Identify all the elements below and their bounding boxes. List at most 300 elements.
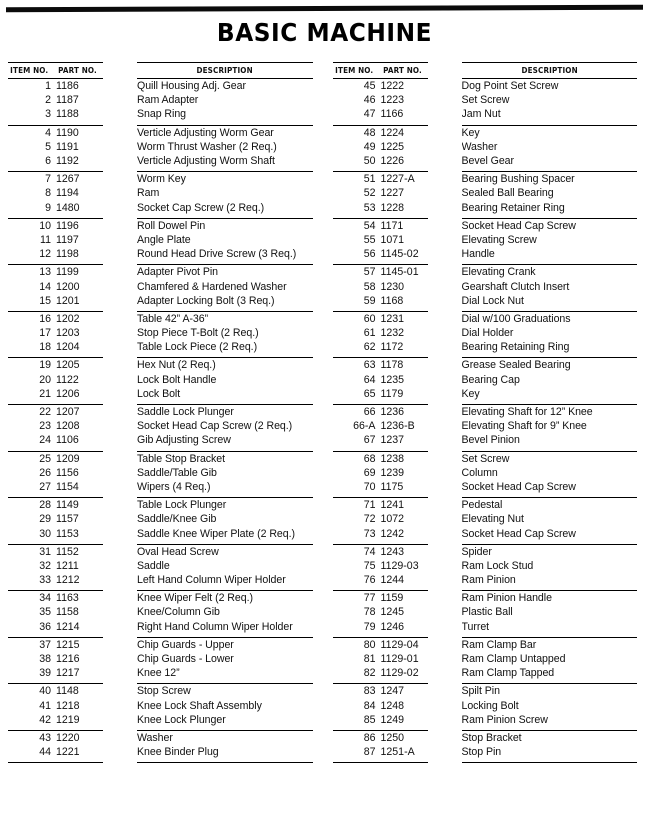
table-row <box>333 745 638 759</box>
separator-left <box>333 727 428 731</box>
table-row <box>333 480 638 494</box>
header-part-no: PART NO. <box>58 66 97 75</box>
cell-description: Locking Bolt <box>461 699 519 712</box>
cell-part-no: 1211 <box>56 559 79 572</box>
table-row <box>333 466 638 480</box>
cell-description: Dial Lock Nut <box>461 294 524 307</box>
cell-description: Sealed Ball Bearing <box>461 187 554 200</box>
cell-part-no: 1163 <box>56 592 79 605</box>
table-row <box>8 666 313 680</box>
separator-right <box>137 215 313 219</box>
cell-description: Lock Bolt <box>137 387 181 400</box>
cell-part-no: 1194 <box>56 187 79 200</box>
cell-part-no: 1072 <box>380 513 405 526</box>
table-row <box>333 591 638 605</box>
cell-item-no: 4 <box>45 126 51 139</box>
cell-item-no: 73 <box>363 527 376 540</box>
cell-item-no: 16 <box>39 312 51 325</box>
cell-part-no: 1171 <box>380 219 404 232</box>
cell-description: Bevel Gear <box>461 155 514 168</box>
cell-description: Saddle/Knee Gib <box>137 513 217 526</box>
table-row <box>8 405 313 419</box>
cell-item-no: 7 <box>45 173 51 186</box>
group-separator <box>325 759 649 763</box>
cell-part-no: 1251-A <box>380 746 415 759</box>
cell-description: Dial w/100 Graduations <box>461 312 571 325</box>
cell-description: Bevel Pinion <box>461 434 520 447</box>
separator-right <box>137 308 313 312</box>
group-separator <box>325 634 649 638</box>
table-row <box>8 591 313 605</box>
table-row <box>333 699 638 713</box>
table-row <box>8 699 313 713</box>
cell-part-no: 1219 <box>56 713 80 726</box>
cell-part-no: 1227 <box>380 187 405 200</box>
cell-item-no: 27 <box>39 480 51 493</box>
header-spacer <box>428 62 462 79</box>
cell-description: Hex Nut (2 Req.) <box>137 359 216 372</box>
separator-right <box>462 354 638 358</box>
cell-description: Ram Pinion Screw <box>461 713 548 726</box>
page-title: BASIC MACHINE <box>216 18 433 47</box>
table-row <box>333 731 638 745</box>
separator-spacer <box>103 541 137 545</box>
separator-spacer <box>428 759 462 763</box>
header-rule <box>6 5 643 12</box>
cell-part-no: 1248 <box>380 699 405 712</box>
separator-left <box>8 354 103 358</box>
row-group <box>325 638 649 681</box>
row-group <box>325 126 649 169</box>
cell-item-no: 71 <box>363 499 376 512</box>
cell-description: Set Screw <box>461 452 510 465</box>
cell-part-no: 1227-A <box>380 173 415 186</box>
separator-spacer <box>103 215 137 219</box>
group-separator <box>0 354 325 358</box>
cell-description: Elevating Crank <box>461 266 536 279</box>
header-description: DESCRIPTION <box>196 66 253 75</box>
separator-right <box>462 727 638 731</box>
separator-left <box>8 727 103 731</box>
cell-description: Bearing Retainer Ring <box>461 201 565 214</box>
table-row <box>333 652 638 666</box>
cell-item-no: 34 <box>39 592 51 605</box>
cell-item-no: 2 <box>45 94 51 107</box>
cell-item-no: 26 <box>39 466 51 479</box>
cell-part-no: 1201 <box>56 294 80 307</box>
cell-description: Snap Ring <box>137 108 187 121</box>
cell-description: Knee Lock Shaft Assembly <box>137 699 262 712</box>
separator-left <box>333 587 428 591</box>
cell-item-no: 54 <box>363 219 376 232</box>
cell-part-no: 1214 <box>56 620 80 633</box>
group-separator <box>0 541 325 545</box>
table-row <box>8 219 313 233</box>
cell-part-no: 1225 <box>380 140 405 153</box>
cell-item-no: 13 <box>39 266 51 279</box>
cell-part-no: 1204 <box>56 341 80 354</box>
table-row <box>333 312 638 326</box>
cell-item-no: 79 <box>363 620 376 633</box>
cell-part-no: 1186 <box>56 80 79 93</box>
cell-item-no: 60 <box>363 312 376 325</box>
separator-spacer <box>103 168 137 172</box>
cell-part-no: 1158 <box>56 606 79 619</box>
table-row <box>8 387 313 401</box>
header-description-box <box>462 62 638 79</box>
table-row <box>333 419 638 433</box>
parts-list-sheet <box>0 62 649 763</box>
cell-description: Turret <box>461 620 490 633</box>
separator-spacer <box>103 354 137 358</box>
separator-right <box>137 634 313 638</box>
row-group <box>0 265 325 308</box>
cell-description: Table Lock Piece (2 Req.) <box>137 341 258 354</box>
cell-description: Chamfered & Hardened Washer <box>137 280 287 293</box>
table-row <box>8 498 313 512</box>
table-row <box>8 107 313 121</box>
cell-item-no: 51 <box>363 173 376 186</box>
cell-part-no: 1232 <box>380 327 405 340</box>
cell-item-no: 70 <box>363 480 376 493</box>
table-row <box>333 452 638 466</box>
separator-spacer <box>103 587 137 591</box>
table-row <box>8 512 313 526</box>
table-row <box>333 713 638 727</box>
group-separator <box>0 680 325 684</box>
cell-item-no: 17 <box>39 327 51 340</box>
cell-item-no: 11 <box>40 233 51 246</box>
cell-item-no: 83 <box>363 685 376 698</box>
cell-part-no: 1202 <box>56 312 80 325</box>
cell-description: Spilt Pin <box>461 685 500 698</box>
cell-description: Ram Pinion <box>461 574 516 587</box>
separator-spacer <box>103 759 137 763</box>
cell-description: Bearing Cap <box>461 373 520 386</box>
table-row <box>333 247 638 261</box>
group-separator <box>325 541 649 545</box>
row-group <box>325 219 649 262</box>
cell-part-no: 1149 <box>56 499 79 512</box>
cell-part-no: 1242 <box>380 527 405 540</box>
cell-item-no: 36 <box>39 620 51 633</box>
cell-item-no: 56 <box>363 248 376 261</box>
cell-description: Spider <box>461 545 492 558</box>
separator-right <box>137 354 313 358</box>
group-separator <box>0 401 325 405</box>
separator-right <box>137 261 313 265</box>
cell-description: Adapter Pivot Pin <box>137 266 219 279</box>
cell-description: Table 42” A-36” <box>137 312 209 325</box>
table-row <box>8 326 313 340</box>
separator-right <box>137 541 313 545</box>
cell-item-no: 44 <box>39 746 51 759</box>
cell-item-no: 35 <box>39 606 51 619</box>
row-group <box>0 126 325 169</box>
row-group <box>0 731 325 759</box>
cell-part-no: 1129-03 <box>380 559 419 572</box>
cell-part-no: 1222 <box>380 80 405 93</box>
cell-item-no: 38 <box>39 653 51 666</box>
cell-description: Elevating Shaft for 9” Knee <box>461 420 587 433</box>
cell-description: Round Head Drive Screw (3 Req.) <box>137 248 297 261</box>
header-item-part <box>333 62 428 79</box>
cell-part-no: 1129-02 <box>380 667 419 680</box>
cell-part-no: 1148 <box>56 685 79 698</box>
cell-part-no: 1239 <box>380 466 405 479</box>
table-row <box>333 265 638 279</box>
cell-part-no: 1247 <box>380 685 405 698</box>
cell-item-no: 72 <box>363 513 376 526</box>
header-spacer <box>103 62 137 79</box>
separator-spacer <box>428 308 462 312</box>
table-row <box>8 201 313 215</box>
cell-part-no: 1168 <box>380 294 404 307</box>
cell-item-no: 84 <box>363 699 376 712</box>
cell-item-no: 74 <box>363 545 376 558</box>
row-group <box>325 172 649 215</box>
cell-description: Knee/Column Gib <box>137 606 220 619</box>
table-row <box>8 233 313 247</box>
separator-left <box>8 680 103 684</box>
cell-part-no: 1215 <box>56 638 80 651</box>
table-row <box>8 713 313 727</box>
cell-description: Socket Head Cap Screw <box>461 527 576 540</box>
table-row <box>333 172 638 186</box>
cell-item-no: 66-A <box>353 420 376 433</box>
row-group <box>0 638 325 681</box>
separator-spacer <box>428 261 462 265</box>
table-row <box>8 358 313 372</box>
cell-description: Key <box>461 387 480 400</box>
separator-left <box>8 587 103 591</box>
cell-description: Knee Binder Plug <box>137 746 219 759</box>
table-row <box>8 140 313 154</box>
cell-description: Ram <box>137 187 160 200</box>
cell-item-no: 63 <box>363 359 376 372</box>
cell-item-no: 87 <box>363 746 376 759</box>
cell-part-no: 1212 <box>56 574 80 587</box>
cell-item-no: 53 <box>363 201 376 214</box>
table-row <box>8 340 313 354</box>
table-row <box>8 93 313 107</box>
column-header <box>0 62 325 79</box>
cell-description: Dog Point Set Screw <box>461 80 559 93</box>
cell-part-no: 1159 <box>380 592 404 605</box>
table-row <box>333 219 638 233</box>
separator-left <box>8 122 103 126</box>
table-row <box>333 233 638 247</box>
cell-item-no: 1 <box>45 80 51 93</box>
cell-description: Stop Pin <box>461 746 502 759</box>
group-separator <box>0 587 325 591</box>
separator-right <box>462 261 638 265</box>
separator-spacer <box>428 122 462 126</box>
separator-spacer <box>428 168 462 172</box>
cell-item-no: 31 <box>39 545 51 558</box>
separator-right <box>462 759 638 763</box>
cell-item-no: 67 <box>363 434 376 447</box>
cell-part-no: 1231 <box>380 312 405 325</box>
header-item-no: ITEM NO. <box>10 66 49 75</box>
cell-item-no: 6 <box>45 155 51 168</box>
row-group <box>0 79 325 122</box>
cell-item-no: 23 <box>39 420 51 433</box>
cell-item-no: 40 <box>39 685 51 698</box>
separator-left <box>333 634 428 638</box>
group-separator <box>0 448 325 452</box>
table-row <box>8 172 313 186</box>
separator-spacer <box>428 354 462 358</box>
cell-item-no: 29 <box>39 513 51 526</box>
cell-part-no: 1203 <box>56 327 80 340</box>
table-row <box>333 666 638 680</box>
table-row <box>333 573 638 587</box>
separator-left <box>8 261 103 265</box>
cell-item-no: 57 <box>363 266 376 279</box>
cell-item-no: 85 <box>363 713 376 726</box>
cell-description: Ram Clamp Untapped <box>461 653 566 666</box>
group-separator <box>325 122 649 126</box>
cell-item-no: 18 <box>39 341 51 354</box>
cell-description: Key <box>461 126 480 139</box>
cell-description: Roll Dowel Pin <box>137 219 206 232</box>
cell-part-no: 1245 <box>380 606 405 619</box>
cell-description: Table Lock Plunger <box>137 499 227 512</box>
cell-item-no: 41 <box>39 699 51 712</box>
separator-spacer <box>428 215 462 219</box>
cell-description: Washer <box>461 140 498 153</box>
cell-description: Grease Sealed Bearing <box>461 359 571 372</box>
cell-item-no: 9 <box>45 201 51 214</box>
cell-item-no: 25 <box>39 452 51 465</box>
cell-part-no: 1179 <box>380 387 404 400</box>
row-group <box>0 452 325 495</box>
cell-part-no: 1196 <box>56 219 79 232</box>
table-row <box>8 545 313 559</box>
row-group <box>0 358 325 401</box>
table-row <box>8 452 313 466</box>
group-separator <box>0 308 325 312</box>
cell-item-no: 65 <box>363 387 376 400</box>
cell-item-no: 80 <box>363 638 376 651</box>
group-separator <box>325 168 649 172</box>
row-group <box>325 591 649 634</box>
table-row <box>333 340 638 354</box>
cell-part-no: 1221 <box>56 746 80 759</box>
cell-description: Ram Adapter <box>137 94 199 107</box>
cell-description: Worm Key <box>137 173 186 186</box>
cell-description: Saddle <box>137 559 170 572</box>
separator-left <box>8 401 103 405</box>
header-part-no: PART NO. <box>382 66 422 75</box>
cell-part-no: 1122 <box>56 373 79 386</box>
separator-left <box>8 168 103 172</box>
cell-item-no: 43 <box>39 731 51 744</box>
cell-part-no: 1237 <box>380 434 405 447</box>
cell-item-no: 49 <box>363 140 376 153</box>
separator-left <box>333 168 428 172</box>
row-group <box>325 79 649 122</box>
separator-right <box>462 401 638 405</box>
row-group <box>325 312 649 355</box>
separator-spacer <box>103 448 137 452</box>
cell-part-no: 1198 <box>56 248 79 261</box>
cell-description: Socket Cap Screw (2 Req.) <box>137 201 265 214</box>
separator-right <box>462 587 638 591</box>
cell-description: Washer <box>137 731 173 744</box>
cell-description: Stop Bracket <box>461 731 522 744</box>
separator-left <box>333 122 428 126</box>
separator-right <box>462 308 638 312</box>
cell-description: Wipers (4 Req.) <box>137 480 211 493</box>
table-row <box>333 126 638 140</box>
cell-description: Ram Clamp Bar <box>461 638 537 651</box>
separator-spacer <box>428 587 462 591</box>
cell-description: Worm Thrust Washer (2 Req.) <box>137 140 277 153</box>
separator-spacer <box>428 727 462 731</box>
table-row <box>8 186 313 200</box>
group-separator <box>325 215 649 219</box>
cell-part-no: 1230 <box>380 280 405 293</box>
cell-item-no: 10 <box>39 219 51 232</box>
table-row <box>333 93 638 107</box>
cell-item-no: 78 <box>363 606 376 619</box>
separator-right <box>462 122 638 126</box>
cell-description: Oval Head Screw <box>137 545 219 558</box>
cell-item-no: 81 <box>363 653 376 666</box>
table-row <box>8 79 313 93</box>
cell-part-no: 1236 <box>380 406 405 419</box>
cell-description: Verticle Adjusting Worm Gear <box>137 126 274 139</box>
row-group <box>0 591 325 634</box>
group-separator <box>325 261 649 265</box>
group-separator <box>0 634 325 638</box>
cell-item-no: 55 <box>363 233 376 246</box>
cell-part-no: 1187 <box>56 94 79 107</box>
cell-description: Chip Guards - Upper <box>137 638 234 651</box>
header-description: DESCRIPTION <box>521 66 578 75</box>
cell-item-no: 42 <box>39 713 51 726</box>
separator-spacer <box>103 122 137 126</box>
table-row <box>333 405 638 419</box>
group-separator <box>325 727 649 731</box>
table-row <box>8 373 313 387</box>
cell-description: Stop Screw <box>137 685 191 698</box>
table-row <box>8 731 313 745</box>
cell-description: Stop Piece T-Bolt (2 Req.) <box>137 327 259 340</box>
group-separator <box>0 168 325 172</box>
cell-part-no: 1480 <box>56 201 80 214</box>
row-group <box>325 265 649 308</box>
cell-item-no: 20 <box>39 373 51 386</box>
separator-right <box>462 448 638 452</box>
cell-part-no: 1200 <box>56 280 80 293</box>
column-header <box>325 62 649 79</box>
table-row <box>333 620 638 634</box>
separator-spacer <box>103 680 137 684</box>
row-group <box>0 312 325 355</box>
cell-part-no: 1223 <box>380 94 405 107</box>
group-separator <box>325 494 649 498</box>
separator-right <box>137 680 313 684</box>
table-row <box>8 247 313 261</box>
separator-spacer <box>103 727 137 731</box>
table-row <box>8 559 313 573</box>
cell-description: Elevating Screw <box>461 233 537 246</box>
row-group <box>325 405 649 448</box>
table-row <box>333 684 638 698</box>
